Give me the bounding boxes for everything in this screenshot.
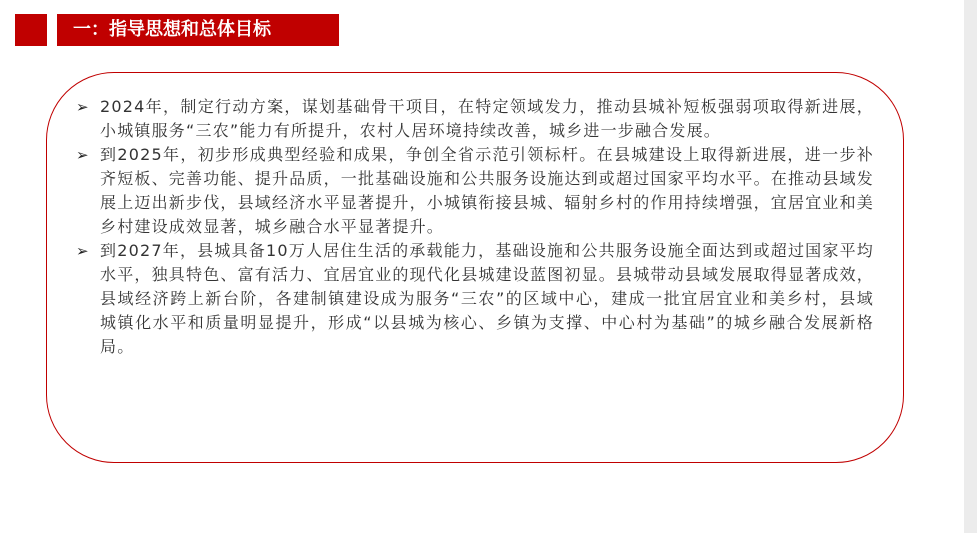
list-item-text: 2024年，制定行动方案，谋划基础骨干项目，在特定领域发力，推动县城补短板强弱项取得新进展，小城镇服务“三农”能力有所提升，农村人居环境持续改善，城乡进一步融合发展。 [100, 97, 874, 140]
list-item-text: 到2025年，初步形成典型经验和成果，争创全省示范引领标杆。在县城建设上取得新进展，进一步补齐短板、完善功能、提升品质，一批基础设施和公共服务设施达到或超过国家平均水平。在推动县域发展上迈出新步伐，县域经济水平显著提升，小城镇衔接县城、辐射乡村的作用持续增强，宜居宜业和美乡村建设成效显著，城乡融合水平显著提升。 [100, 145, 875, 236]
list-item [74, 239, 874, 359]
arrowhead-bullet-icon: ➢ [76, 242, 90, 260]
section-title: 一：指导思想和总体目标 [57, 14, 339, 46]
goals-list [74, 95, 874, 359]
list-item [74, 143, 874, 239]
section-marker-square [15, 14, 47, 46]
right-edge-strip [964, 0, 977, 533]
arrowhead-bullet-icon: ➢ [76, 98, 90, 116]
list-item [74, 95, 874, 143]
list-item-text: 到2027年，县城具备10万人居住生活的承载能力，基础设施和公共服务设施全面达到或超过国家平均水平，独具特色、富有活力、宜居宜业的现代化县城建设蓝图初显。县城带动县域发展取得显著成效，县域经济跨上新台阶，各建制镇建设成为服务“三农”的区域中心，建成一批宜居宜业和美乡村，县域城镇化水平和质量明显提升，形成“以县城为核心、乡镇为支撑、中心村为基础”的城乡融合发展新格局。 [100, 241, 875, 356]
arrowhead-bullet-icon: ➢ [76, 146, 90, 164]
